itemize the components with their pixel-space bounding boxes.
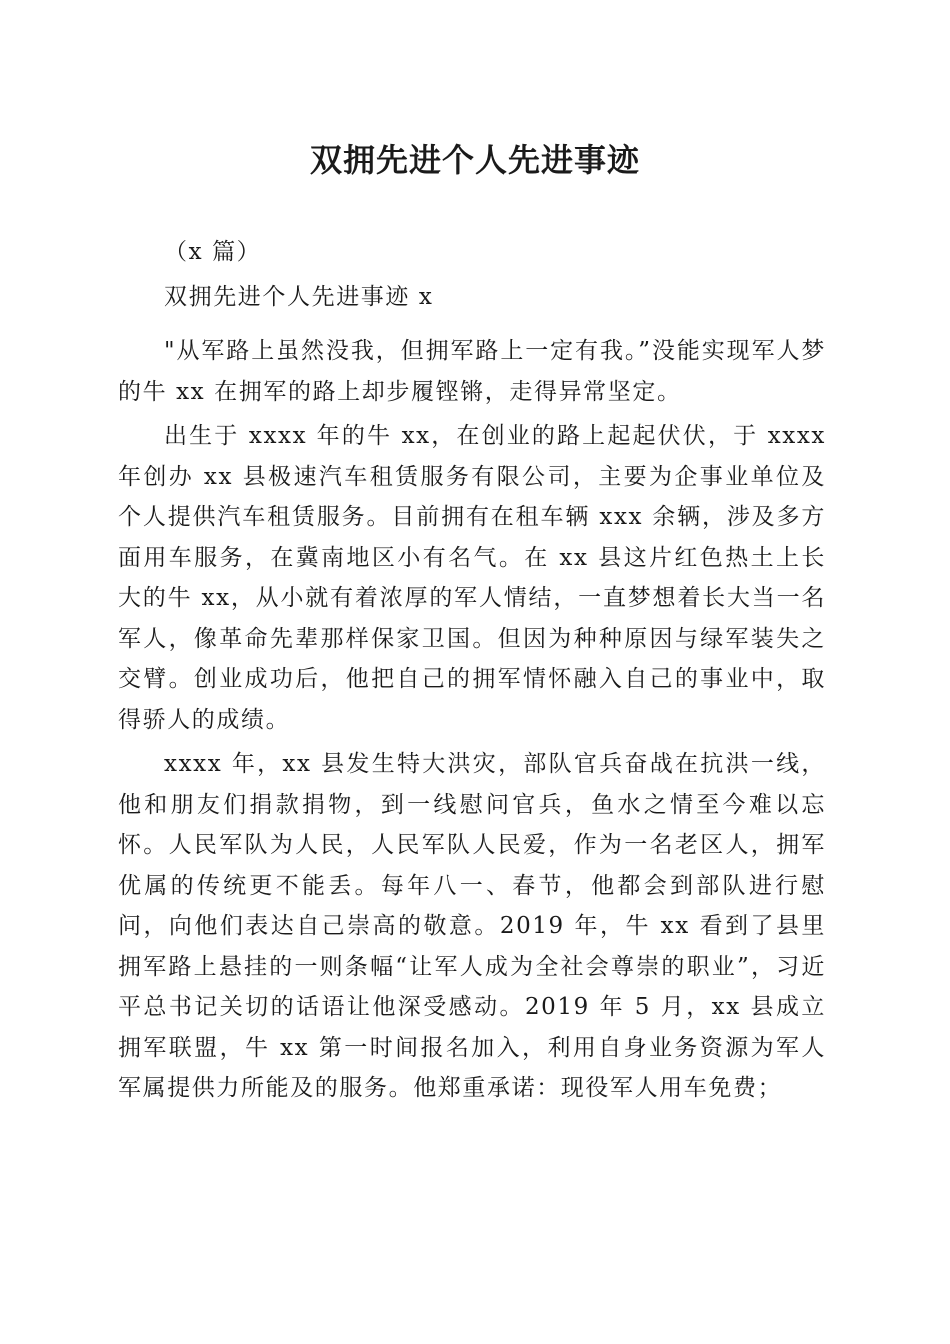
paragraph-2: 出生于 xxxx 年的牛 xx，在创业的路上起起伏伏，于 xxxx 年创办 xx 县极速汽车租赁服务有限公司，主要为企事业单位及个人提供汽车租赁服务。目前拥有在租车辆 xxx 余辆，涉及多方面用车服务，在冀南地区小有名气。在 xx 县这片红色热土上长大的牛 xx，从小就有着浓厚的军人情结，一直梦想着长大当一名军人，像革命先辈那样保家卫国。但因为种种原因与绿军装失之交臂。创业成功后，他把自己的拥军情怀融入自己的事业中，取得骄人的成绩。 xyxy=(118,423,826,733)
paragraph-1: "从军路上虽然没我，但拥军路上一定有我。”没能实现军人梦的牛 xx 在拥军的路上却步履铿锵，走得异常坚定。 xyxy=(118,338,826,405)
document-subtitle: （x 篇） xyxy=(164,239,262,265)
section-heading: 双拥先进个人先进事迹 x xyxy=(164,283,434,310)
document-body xyxy=(118,232,826,1113)
paragraph-3: xxxx 年，xx 县发生特大洪灾，部队官兵奋战在抗洪一线，他和朋友们捐款捐物，到一线慰问官兵，鱼水之情至今难以忘怀。人民军队为人民，人民军队人民爱，作为一名老区人，拥军优属的传统更不能丢。每年八一、春节，他都会到部队进行慰问，向他们表达自己崇高的敬意。2019 年，牛 xx 看到了县里拥军路上悬挂的一则条幅“让军人成为全社会尊崇的职业”，习近平总书记关切的话语让他深受感动。2019 年 5 月，xx 县成立拥军联盟，牛 xx 第一时间报名加入，利用自身业务资源为军人军属提供力所能及的服务。他郑重承诺：现役军人用车免费； xyxy=(118,751,826,1101)
document-title: 双拥先进个人先进事迹 xyxy=(309,141,640,179)
